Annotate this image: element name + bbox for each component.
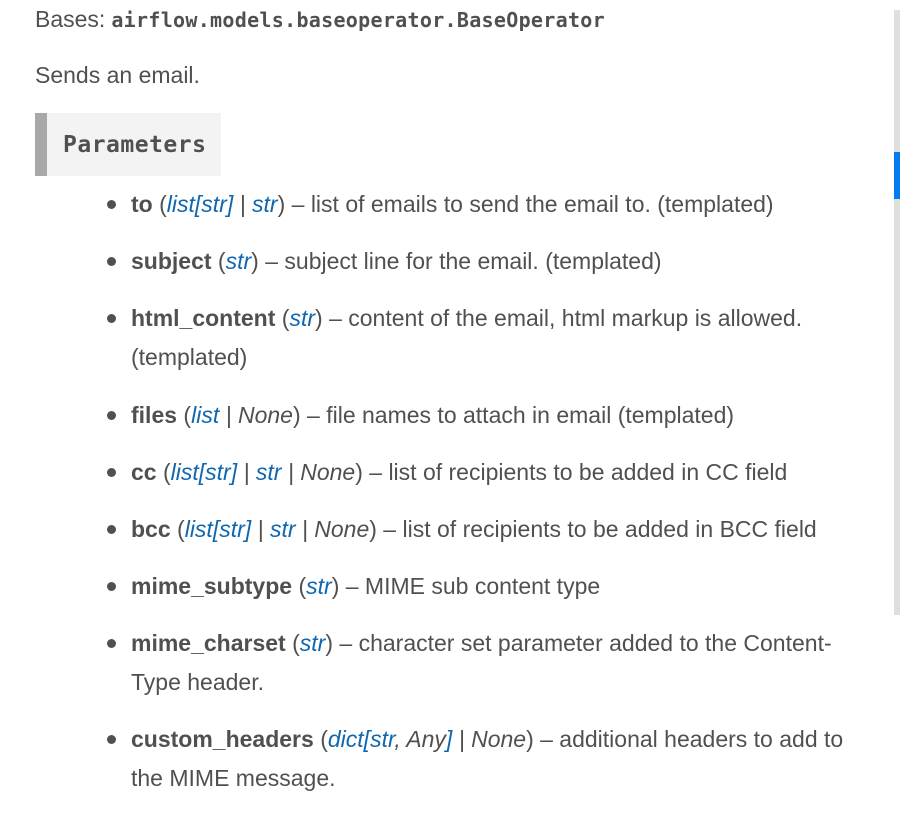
type-link-dict[interactable]: dict — [327, 726, 364, 752]
type-link-str[interactable]: str — [205, 459, 231, 485]
param-to: to (list[str] | str) – list of emails to send the email to. (templated) — [131, 185, 866, 224]
bases-class-link[interactable]: airflow.models.baseoperator.BaseOperator — [111, 8, 605, 32]
param-desc: – character set parameter added to the Content- — [333, 630, 832, 656]
param-name: mime_subtype — [131, 573, 293, 599]
param-custom-headers: custom_headers (dict[str, Any] | None) – additional headers to add to the MIME message. — [131, 720, 866, 798]
scrollbar-thumb[interactable] — [894, 152, 900, 199]
type-link-str[interactable]: str — [299, 630, 326, 656]
param-desc: – file names to attach in email (templated) — [300, 402, 735, 428]
type-none: None — [237, 402, 293, 428]
bullet — [107, 735, 116, 744]
type-link-str[interactable]: str — [201, 191, 227, 217]
scrollbar-track[interactable] — [894, 10, 900, 615]
param-name: subject — [131, 248, 212, 274]
param-cc: cc (list[str] | str | None) – list of recipients to be added in CC field — [131, 453, 866, 492]
param-desc: – list of recipients to be added in BCC field — [376, 516, 817, 542]
param-mime-charset: mime_charset (str) – character set parameter added to the Content- Type header. — [131, 624, 866, 702]
param-desc-cont: (templated) — [131, 344, 248, 370]
param-desc-cont: the MIME message. — [131, 765, 336, 791]
param-name: to — [131, 191, 153, 217]
param-name: files — [131, 402, 178, 428]
type-none: None — [471, 726, 527, 752]
type-link-list[interactable]: list — [170, 459, 199, 485]
param-desc: – content of the email, html markup is allowed. — [322, 305, 803, 331]
bullet — [107, 200, 116, 209]
bases-line — [35, 6, 605, 33]
param-subject: subject (str) – subject line for the email. (templated) — [131, 242, 866, 281]
param-name: bcc — [131, 516, 171, 542]
param-desc-cont: Type header. — [131, 669, 264, 695]
type-link-str[interactable]: str — [269, 516, 296, 542]
parameters-heading-text: Parameters — [63, 131, 207, 158]
parameters-heading — [35, 113, 221, 176]
class-description: Sends an email. — [35, 62, 200, 88]
bullet — [107, 314, 116, 323]
type-none: None — [314, 516, 370, 542]
bullet — [107, 525, 116, 534]
param-html-content: html_content (str) – content of the email, html markup is allowed. (templated) — [131, 299, 866, 377]
type-link-str[interactable]: str — [225, 248, 252, 274]
bullet — [107, 582, 116, 591]
param-desc: – additional headers to add to — [533, 726, 844, 752]
bullet — [107, 468, 116, 477]
bullet — [107, 639, 116, 648]
type-link-str[interactable]: str — [252, 191, 278, 217]
bases-label: Bases: — [35, 6, 106, 32]
param-desc: – list of recipients to be added in CC field — [362, 459, 788, 485]
param-desc: – MIME sub content type — [339, 573, 601, 599]
param-files: files (list | None) – file names to attach in email (templated) — [131, 396, 866, 435]
bullet — [107, 411, 116, 420]
type-any: Any — [406, 726, 446, 752]
type-link-str[interactable]: str — [255, 459, 282, 485]
param-desc: – subject line for the email. (templated) — [258, 248, 662, 274]
type-link-str[interactable]: str — [219, 516, 245, 542]
type-link-list[interactable]: list — [184, 516, 213, 542]
param-bcc: bcc (list[str] | str | None) – list of recipients to be added in BCC field — [131, 510, 866, 549]
type-link-str[interactable]: str — [370, 726, 395, 752]
type-link-str[interactable]: str — [306, 573, 332, 599]
type-none: None — [300, 459, 356, 485]
type-link-list[interactable]: list — [166, 191, 195, 217]
bullet — [107, 257, 116, 266]
param-name: mime_charset — [131, 630, 286, 656]
param-desc: – list of emails to send the email to. (templated) — [285, 191, 774, 217]
param-mime-subtype: mime_subtype (str) – MIME sub content type — [131, 567, 866, 606]
type-link-str[interactable]: str — [289, 305, 316, 331]
param-name: custom_headers — [131, 726, 314, 752]
param-name: cc — [131, 459, 157, 485]
param-name: html_content — [131, 305, 276, 331]
type-link-list[interactable]: list — [191, 402, 220, 428]
